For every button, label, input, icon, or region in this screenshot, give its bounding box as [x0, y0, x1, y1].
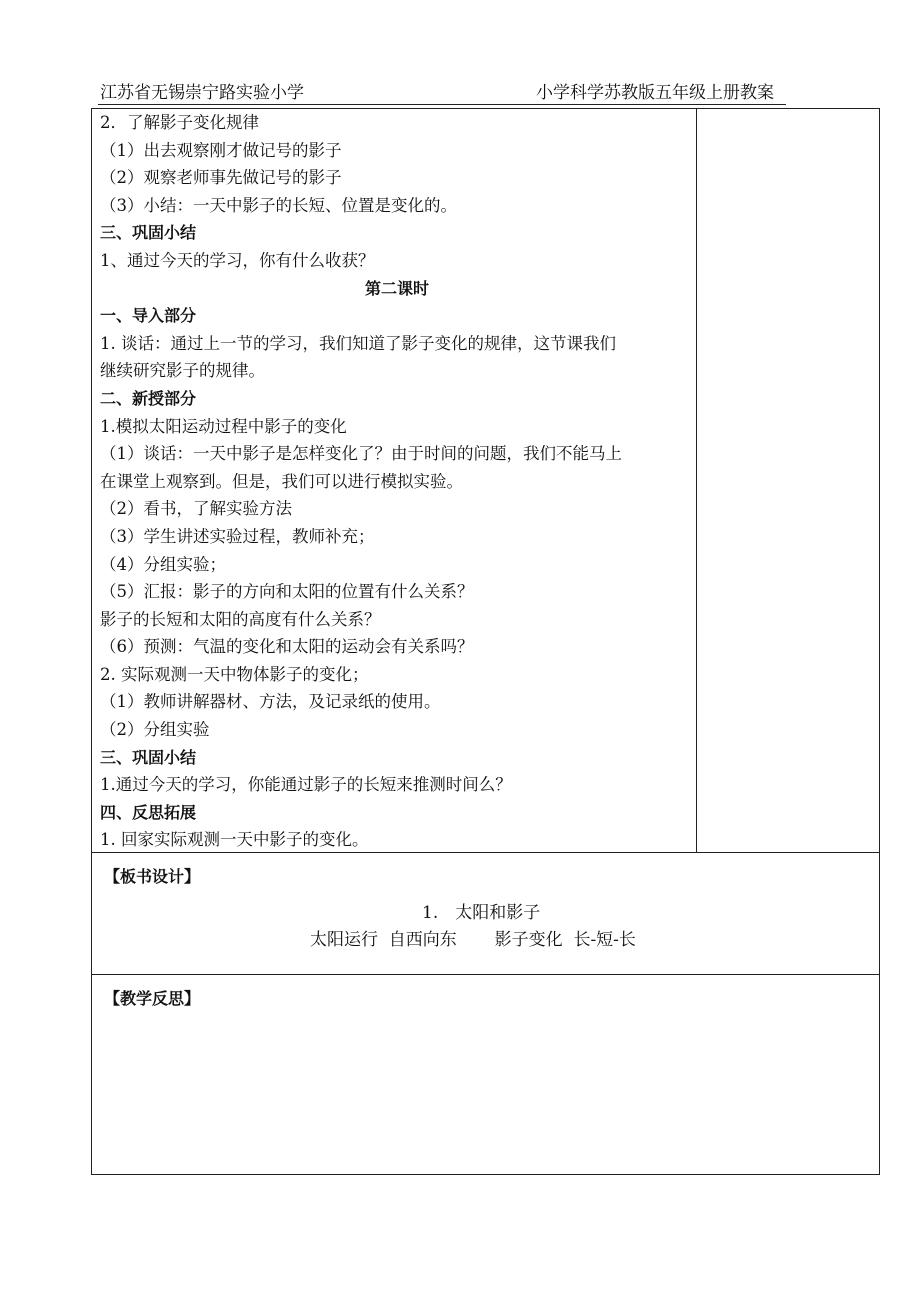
- text-line: 1.通过今天的学习，你能通过影子的长短来推测时间么？: [100, 775, 512, 795]
- text-line: （3）学生讲述实验过程，教师补充；: [100, 526, 375, 546]
- section-heading: 二、新授部分: [100, 388, 197, 408]
- board-design-section: [91, 852, 880, 975]
- section-heading: 第二课时: [364, 278, 429, 298]
- text-line: （2）分组实验: [100, 720, 210, 740]
- text-line: （5）汇报：影子的方向和太阳的位置有什么关系？: [100, 582, 474, 602]
- text-line: （1）出去观察刚才做记号的影子: [100, 140, 342, 160]
- text-line: （3）小结：一天中影子的长短、位置是变化的。: [100, 195, 457, 215]
- section-heading: 三、巩固小结: [100, 747, 197, 767]
- text-line: （1）谈话：一天中影子是怎样变化了？由于时间的问题，我们不能马上: [100, 444, 622, 464]
- text-line: 1. 谈话：通过上一节的学习，我们知道了影子变化的规律，这节课我们: [100, 333, 616, 353]
- page-header: [98, 76, 786, 105]
- course-name: 小学科学苏教版五年级上册教案: [536, 83, 774, 103]
- text-line: 影子的长短和太阳的高度有什么关系？: [100, 609, 381, 629]
- text-line: （4）分组实验；: [100, 554, 226, 574]
- text-line: 继续研究影子的规律。: [100, 361, 265, 381]
- section-heading: 四、反思拓展: [100, 802, 197, 822]
- board-line-content: 太阳运行 自西向东 影子变化 长-短-长: [310, 930, 636, 950]
- reflection-title: 【教学反思】: [104, 989, 201, 1008]
- lesson-text: [100, 109, 694, 854]
- text-line: 1、通过今天的学习，你有什么收获？: [100, 250, 375, 270]
- text-line: 1.模拟太阳运动过程中影子的变化: [100, 416, 347, 436]
- text-line: 在课堂上观察到。但是，我们可以进行模拟实验。: [100, 471, 463, 491]
- notes-column-divider: [696, 109, 697, 852]
- board-design-title: 【板书设计】: [104, 867, 201, 886]
- teaching-reflection-section: [91, 974, 880, 1175]
- text-line: （6）预测：气温的变化和太阳的运动会有关系吗？: [100, 637, 474, 657]
- board-line-title: 1. 太阳和影子: [422, 903, 541, 923]
- text-line: 1. 回家实际观测一天中影子的变化。: [100, 830, 369, 850]
- section-heading: 一、导入部分: [100, 306, 197, 326]
- text-line: 2. 实际观测一天中物体影子的变化；: [100, 664, 369, 684]
- text-line: （2）观察老师事先做记号的影子: [100, 168, 342, 188]
- text-line: （1）教师讲解器材、方法，及记录纸的使用。: [100, 692, 441, 712]
- text-line: 2．了解影子变化规律: [100, 113, 259, 132]
- section-heading: 三、巩固小结: [100, 223, 197, 243]
- lesson-content-table: [91, 108, 880, 853]
- school-name: 江苏省无锡崇宁路实验小学: [100, 83, 304, 103]
- text-line: （2）看书，了解实验方法: [100, 499, 292, 519]
